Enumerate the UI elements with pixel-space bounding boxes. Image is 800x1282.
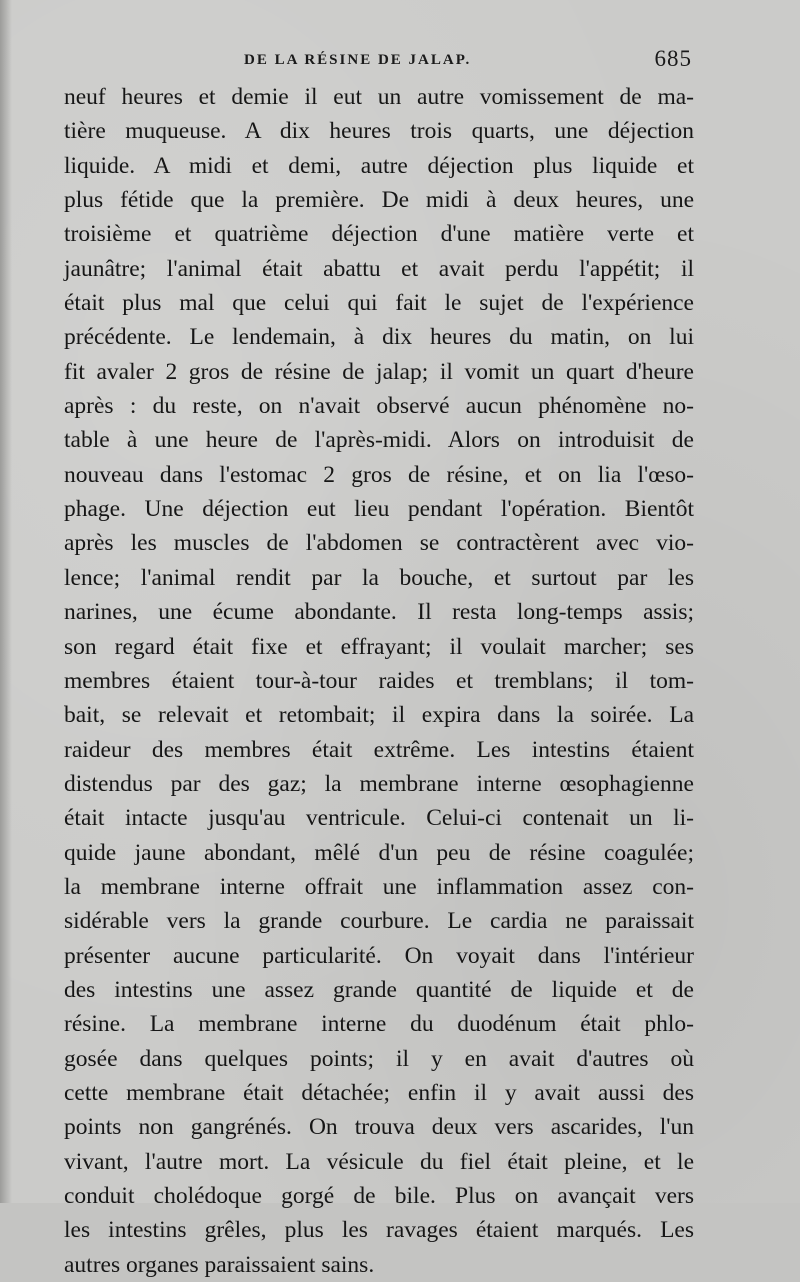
text-line-last: autres organes paraissaient sains. [64,1251,375,1278]
text-line: neuf heures et demie il eut un autre vomissement de ma- [64,84,694,110]
text-line: troisième et quatrième déjection d'une matière verte et [64,221,694,248]
text-line: était intacte jusqu'au ventricule. Celui-ci contenait un li- [64,805,694,832]
body-paragraph [64,80,694,1282]
text-line: plus fétide que la première. De midi à deux heures, une [64,187,694,214]
text-line: cette membrane était détachée; enfin il y avait aussi des [64,1079,694,1106]
text-line: table à une heure de l'après-midi. Alors on introduisit de [64,427,694,454]
text-line: gosée dans quelques points; il y en avait d'autres où [64,1045,694,1072]
page-header [66,46,692,76]
text-line: jaunâtre; l'animal était abattu et avait perdu l'appétit; il [64,255,694,282]
text-line: résine. La membrane interne du duodénum était phlo- [64,1011,694,1038]
text-line: son regard était fixe et effrayant; il voulait marcher; ses [64,633,694,660]
text-line: les intestins grêles, plus les ravages étaient marqués. Les [64,1217,694,1244]
text-line: points non gangrénés. On trouva deux vers ascarides, l'un [64,1114,694,1141]
text-line: sidérable vers la grande courbure. Le cardia ne paraissait [64,908,694,935]
running-head: DE LA RÉSINE DE JALAP. [244,52,472,68]
text-line: fit avaler 2 gros de résine de jalap; il vomit un quart d'heure [64,358,694,385]
text-line: tière muqueuse. A dix heures trois quarts, une déjection [64,118,694,145]
page-number: 685 [654,46,692,71]
text-line: vivant, l'autre mort. La vésicule du fiel était pleine, et le [64,1148,694,1175]
page-gutter-shadow [0,0,12,1203]
text-line: narines, une écume abondante. Il resta long-temps assis; [64,599,694,626]
text-line: conduit cholédoque gorgé de bile. Plus on avançait vers [64,1183,694,1209]
text-line: nouveau dans l'estomac 2 gros de résine, et on lia l'œso- [64,461,694,488]
text-line: distendus par des gaz; la membrane interne œsophagienne [64,770,694,797]
text-line: précédente. Le lendemain, à dix heures du matin, on lui [64,324,694,351]
text-line: membres étaient tour-à-tour raides et tremblans; il tom- [64,667,694,694]
text-line: liquide. A midi et demi, autre déjection plus liquide et [64,152,694,179]
text-line: après les muscles de l'abdomen se contractèrent avec vio- [64,530,694,557]
text-line: quide jaune abondant, mêlé d'un peu de résine coagulée; [64,839,694,866]
text-line: la membrane interne offrait une inflammation assez con- [64,873,694,900]
text-line: lence; l'animal rendit par la bouche, et surtout par les [64,564,694,591]
text-line: présenter aucune particularité. On voyait dans l'intérieur [64,942,694,969]
text-line: des intestins une assez grande quantité de liquide et de [64,976,694,1003]
text-line: après : du reste, on n'avait observé aucun phénomène no- [64,393,694,420]
text-line: était plus mal que celui qui fait le sujet de l'expérience [64,290,694,317]
text-line: bait, se relevait et retombait; il expira dans la soirée. La [64,702,694,729]
text-line: raideur des membres était extrême. Les intestins étaient [64,736,694,763]
text-line: phage. Une déjection eut lieu pendant l'opération. Bientôt [64,496,694,523]
